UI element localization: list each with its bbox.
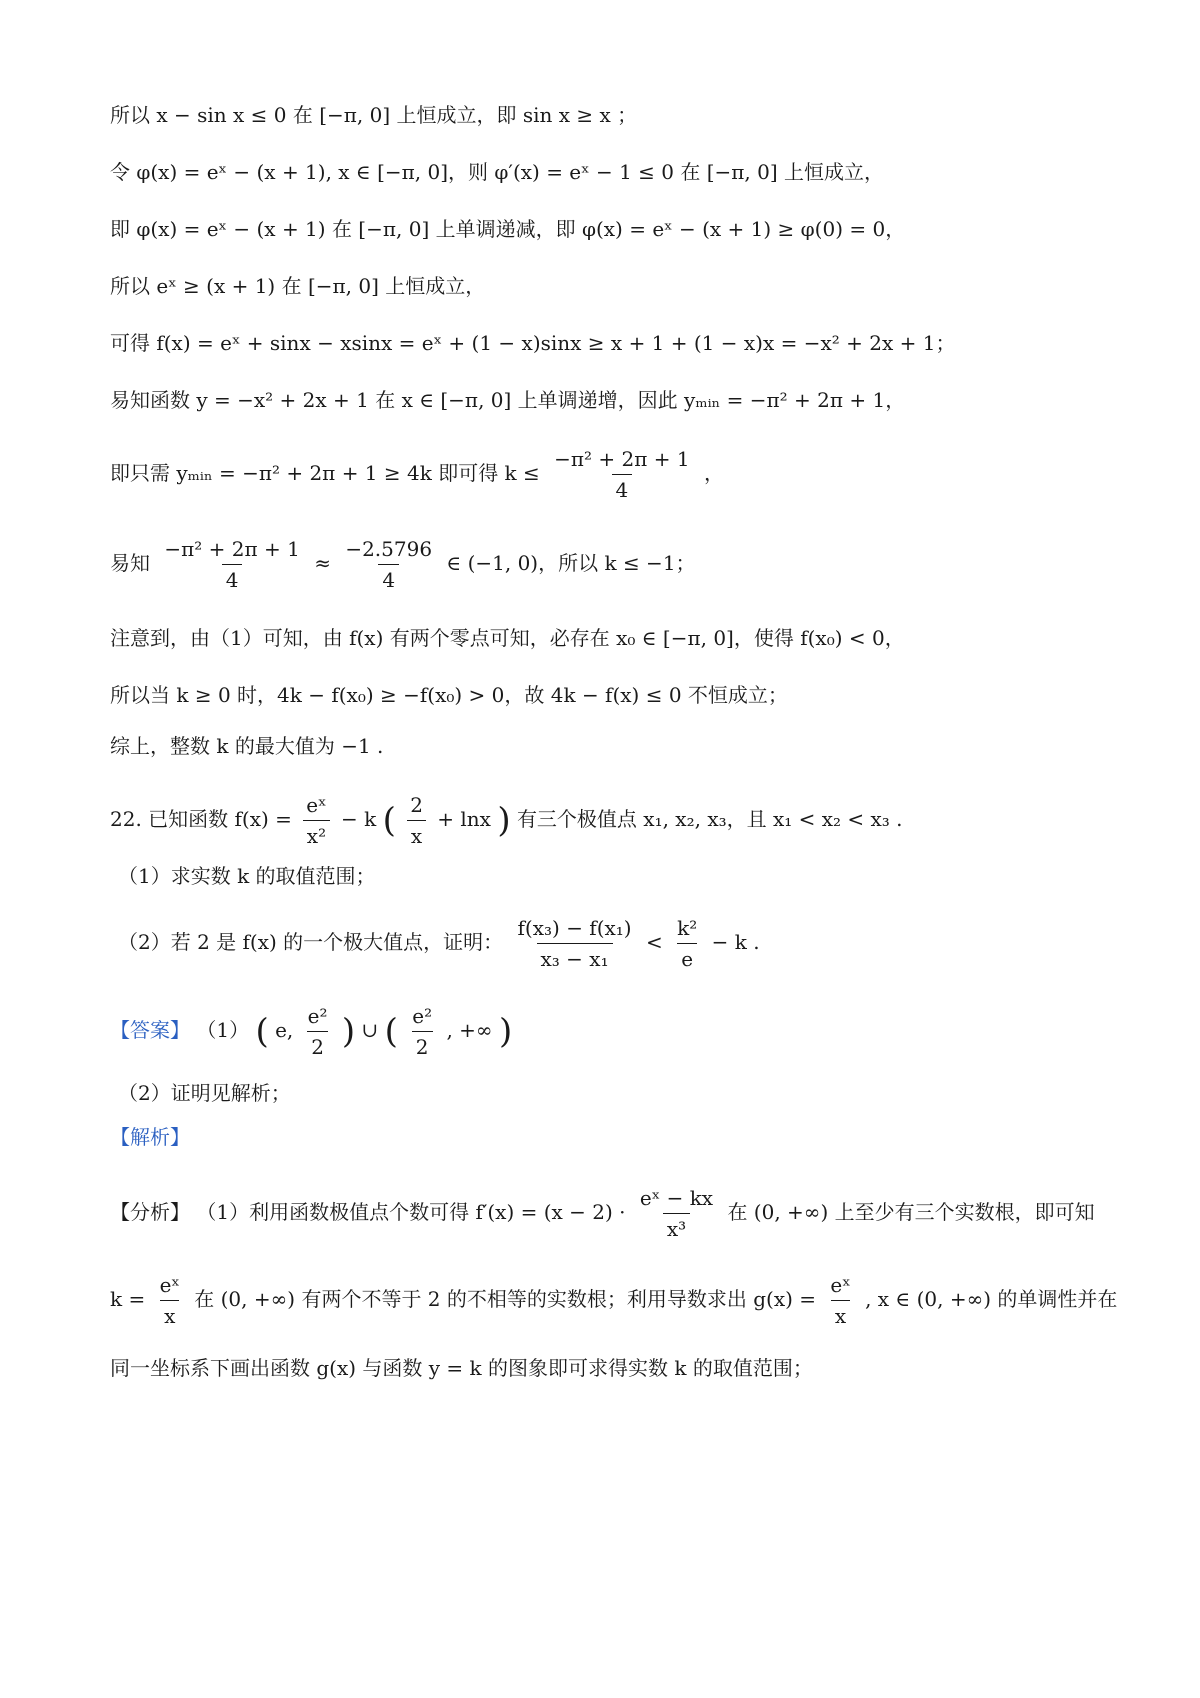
fraction-denominator: x² (303, 820, 330, 851)
right-paren: ) (341, 1011, 356, 1052)
fraction (160, 534, 303, 595)
fraction-numerator: f(x₃) − f(x₁) (517, 916, 632, 940)
fraction (550, 444, 693, 505)
left-paren: ( (384, 1011, 398, 1052)
fraction-denominator: e (677, 943, 697, 974)
text-line: 所以 x − sin x ≤ 0 在 [−π, 0] 上恒成立，即 sin x ≥ x ； (110, 103, 638, 127)
text-segment: 22. 已知函数 f(x) = (110, 807, 292, 831)
fraction-numerator: −π² + 2π + 1 (554, 447, 690, 471)
fraction (156, 1270, 184, 1331)
text-line: 所以 eˣ ≥ (x + 1) 在 [−π, 0] 上恒成立， (110, 274, 486, 298)
subquestion-2 (118, 913, 1110, 974)
text-segment: ∈ (−1, 0)，所以 k ≤ −1； (446, 551, 696, 575)
answer-line (110, 1001, 1110, 1062)
text-segment: （1）利用函数极值点个数可得 f′(x) = (x − 2) · (196, 1200, 626, 1224)
analysis-line: 同一坐标系下画出函数 g(x) 与函数 y = k 的图象即可求得实数 k 的取值范围； (110, 1356, 813, 1380)
text-segment: 在 (0, +∞) 上至少有三个实数根，即可知 (727, 1200, 1095, 1224)
text-segment: 在 (0, +∞) 有两个不等于 2 的不相等的实数根；利用导数求出 g(x) = (194, 1287, 817, 1311)
text-line (110, 444, 1110, 505)
fraction-numerator: k² (677, 916, 698, 940)
fraction-denominator: 2 (412, 1031, 433, 1062)
left-paren: ( (255, 1011, 269, 1052)
text-line: 可得 f(x) = eˣ + sinx − xsinx = eˣ + (1 − x)sinx ≥ x + 1 + (1 − x)x = −x² + 2x + 1； (110, 331, 956, 355)
fraction-numerator: eˣ (306, 793, 327, 817)
analysis-label: 【解析】 (110, 1125, 190, 1149)
left-paren: ( (382, 800, 396, 841)
text-segment: + lnx (437, 807, 491, 831)
answer-tag: 【答案】 (110, 1018, 190, 1042)
text-segment: ≈ (314, 551, 331, 575)
text-segment: 即只需 yₘᵢₙ = −π² + 2π + 1 ≥ 4k 即可得 k ≤ (110, 461, 540, 485)
fraction (304, 1001, 332, 1062)
text-line (110, 534, 1110, 595)
text-line: 令 φ(x) = eˣ − (x + 1), x ∈ [−π, 0]，则 φ′(x) = eˣ − 1 ≤ 0 在 [−π, 0] 上恒成立， (110, 160, 885, 184)
fraction (826, 1270, 854, 1331)
answer-part-2: （2）证明见解析； (118, 1081, 291, 1105)
fraction-denominator: x³ (663, 1213, 690, 1244)
fraction-denominator: x (831, 1300, 850, 1331)
fraction-numerator: eˣ (159, 1273, 180, 1297)
fraction (514, 913, 636, 974)
text-segment: , +∞ (446, 1018, 493, 1042)
fraction-denominator: x (160, 1300, 179, 1331)
right-paren: ) (498, 1011, 513, 1052)
text-line: 注意到，由（1）可知，由 f(x) 有两个零点可知，必存在 x₀ ∈ [−π, 0]，使得 f(x₀) < 0， (110, 626, 905, 650)
fraction-numerator: e² (412, 1004, 433, 1028)
text-segment: < (645, 930, 663, 954)
fraction (302, 790, 330, 851)
text-segment: （1） (196, 1018, 250, 1042)
fraction-numerator: −2.5796 (345, 537, 433, 561)
fraction-denominator: 4 (222, 564, 243, 595)
text-segment: 【分析】 (110, 1200, 190, 1224)
analysis-line (110, 1270, 1118, 1331)
union-symbol: ∪ (361, 1018, 379, 1042)
fraction (408, 1001, 436, 1062)
fraction (341, 534, 436, 595)
fraction (636, 1183, 717, 1244)
text-line: 易知函数 y = −x² + 2x + 1 在 x ∈ [−π, 0] 上单调递增，因此 yₘᵢₙ = −π² + 2π + 1， (110, 388, 906, 412)
problem-statement (110, 790, 1110, 851)
text-segment: 有三个极值点 x₁, x₂, x₃，且 x₁ < x₂ < x₃ . (516, 807, 903, 831)
text-segment: ， (703, 461, 724, 485)
text-segment: − k . (711, 930, 760, 954)
fraction-numerator: e² (307, 1004, 328, 1028)
fraction-numerator: 2 (410, 793, 423, 817)
text-line: 即 φ(x) = eˣ − (x + 1) 在 [−π, 0] 上单调递减，即 φ(x) = eˣ − (x + 1) ≥ φ(0) = 0， (110, 217, 906, 241)
text-segment: （2）若 2 是 f(x) 的一个极大值点，证明： (118, 930, 504, 954)
fraction (673, 913, 701, 974)
text-segment: , x ∈ (0, +∞) 的单调性并在 (865, 1287, 1118, 1311)
analysis-tag (110, 1122, 1110, 1152)
text-segment: e, (275, 1018, 294, 1042)
right-paren: ) (497, 800, 511, 841)
fraction-denominator: 4 (612, 474, 633, 505)
text-segment: 易知 (110, 551, 150, 575)
fraction-numerator: eˣ − kx (639, 1186, 714, 1210)
text-line: 综上，整数 k 的最大值为 −1 . (110, 734, 384, 758)
fraction-denominator: 2 (307, 1031, 328, 1062)
fraction-denominator: x (407, 820, 426, 851)
text-segment: k = (110, 1287, 146, 1311)
fraction-numerator: eˣ (830, 1273, 851, 1297)
fraction-denominator: 4 (378, 564, 399, 595)
fraction-denominator: x₃ − x₁ (537, 943, 613, 974)
text-segment: − k (340, 807, 377, 831)
subquestion-1: （1）求实数 k 的取值范围； (118, 864, 376, 888)
fraction (406, 790, 427, 851)
analysis-line (110, 1183, 1110, 1244)
fraction-numerator: −π² + 2π + 1 (164, 537, 300, 561)
text-line: 所以当 k ≥ 0 时，4k − f(x₀) ≥ −f(x₀) > 0，故 4k − f(x) ≤ 0 不恒成立； (110, 683, 788, 707)
